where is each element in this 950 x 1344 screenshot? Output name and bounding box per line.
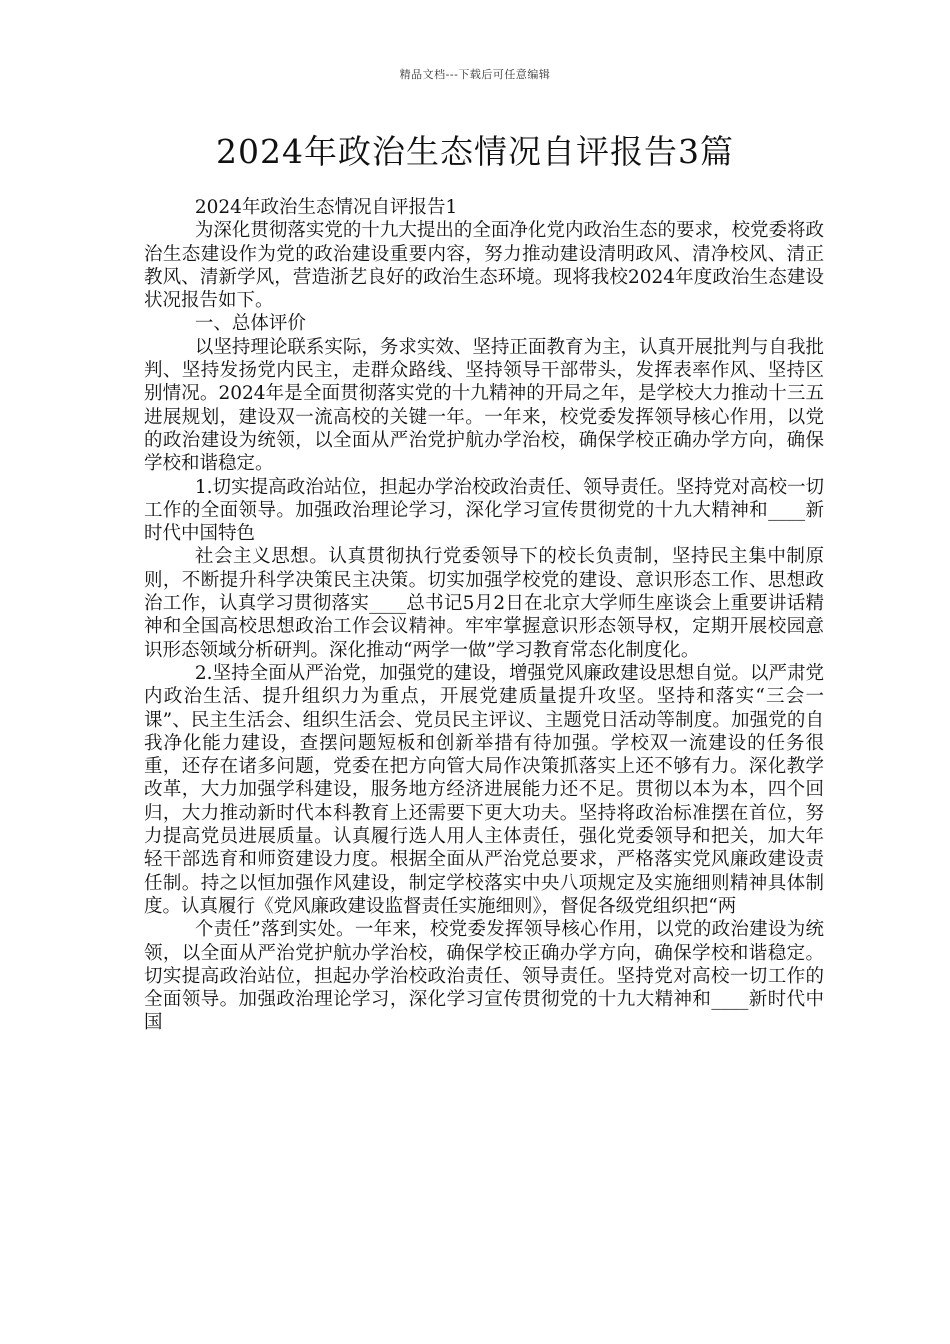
- body-paragraph: 1.切实提高政治站位，担起办学治校政治责任、领导责任。坚持党对高校一切工作的全面领导。加强政治理论学习，深化学习宣传贯彻党的十九大精神和____新时代中国特色: [144, 476, 824, 545]
- header-note: 精品文档---下载后可任意编辑: [399, 68, 551, 81]
- section-heading: 一、总体评价: [194, 313, 306, 335]
- intro-paragraph: 为深化贯彻落实党的十九大提出的全面净化党内政治生态的要求，校党委将政治生态建设作为党的政治建设重要内容，努力推动建设清明政风、清净校风、清正教风、清新学风，营造浙艺良好的政治生态环境。现将我校2024年度政治生态建设状况报告如下。: [144, 220, 824, 312]
- body-paragraph: 以坚持理论联系实际，务求实效、坚持正面教育为主，认真开展批判与自我批判、坚持发扬党内民主，走群众路线、坚持领导干部带头，发挥表率作风、坚持区别情况。2024年是全面贯彻落实党的十九精神的开局之年，是学校大力推动十三五进展规划，建设双一流高校的关键一年。一年来，校党委发挥领导核心作用，以党的政治建设为统领，以全面从严治党护航办学治校，确保学校正确办学方向，确保学校和谐稳定。: [144, 336, 824, 475]
- document-title: 2024年政治生态情况自评报告3篇: [216, 132, 734, 171]
- report-subtitle: 2024年政治生态情况自评报告1: [194, 197, 458, 218]
- body-paragraph: 2.坚持全面从严治党，加强党的建设，增强党风廉政建设思想自觉。以严肃党内政治生活、提升组织力为重点，开展党建质量提升攻坚。坚持和落实“三会一课”、民主生活会、组织生活会、党员民主评议、主题党日活动等制度。加强党的自我净化能力建设，查摆问题短板和创新举措有待加强。学校双一流建设的任务很重，还存在诸多问题，党委在把方向管大局作决策抓落实上还不够有力。深化教学改革，大力加强学科建设，服务地方经济进展能力还不足。贯彻以本为本，四个回归，大力推动新时代本科教育上还需要下更大功夫。坚持将政治标准摆在首位，努力提高党员进展质量。认真履行选人用人主体责任，强化党委领导和把关，加大年轻干部选育和师资建设力度。根据全面从严治党总要求，严格落实党风廉政建设责任制。持之以恒加强作风建设，制定学校落实中央八项规定及实施细则精神具体制度。认真履行《党风廉政建设监督责任实施细则》，督促各级党组织把“两: [144, 662, 824, 917]
- body-paragraph: 个责任”落到实处。一年来，校党委发挥领导核心作用，以党的政治建设为统领，以全面从严治党护航办学治校，确保学校正确办学方向，确保学校和谐稳定。切实提高政治站位，担起办学治校政治责任、领导责任。坚持党对高校一切工作的全面领导。加强政治理论学习，深化学习宣传贯彻党的十九大精神和____新时代中国: [144, 919, 824, 1034]
- document-body: [144, 196, 824, 1035]
- body-paragraph: 社会主义思想。认真贯彻执行党委领导下的校长负责制，坚持民主集中制原则，不断提升科学决策民主决策。切实加强学校党的建设、意识形态工作、思想政治工作，认真学习贯彻落实____总书记5月2日在北京大学师生座谈会上重要讲话精神和全国高校思想政治工作会议精神。牢牢掌握意识形态领导权，定期开展校园意识形态领域分析研判。深化推动“两学一做”学习教育常态化制度化。: [144, 546, 824, 661]
